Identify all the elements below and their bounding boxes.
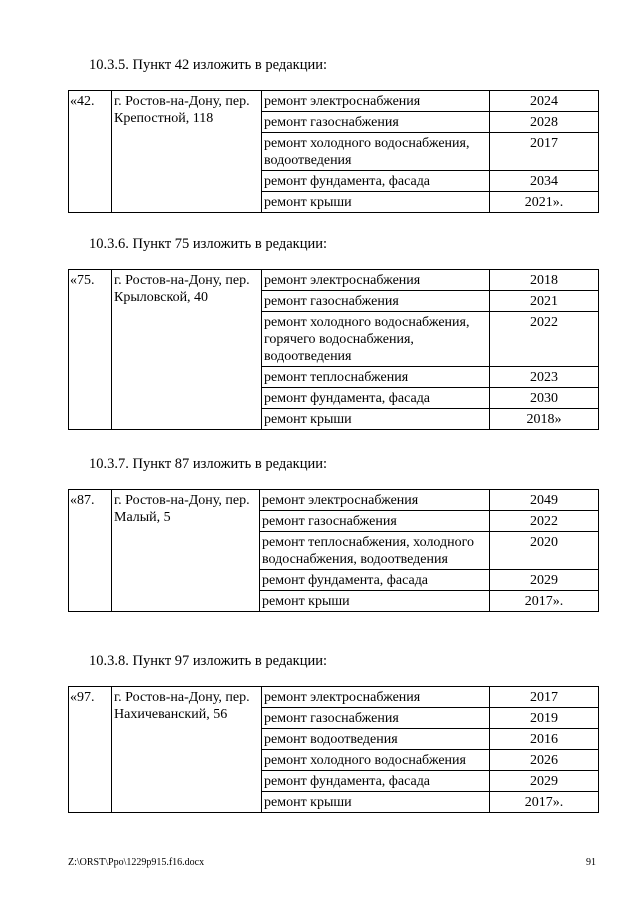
work-cell: ремонт теплоснабжения, холодного водоснабжения, водоотведения <box>260 532 490 570</box>
address-cell: г. Ростов-на-Дону, пер. Крепостной, 118 <box>112 91 262 213</box>
work-cell: ремонт электроснабжения <box>262 687 490 708</box>
section-heading: 10.3.7. Пункт 87 изложить в редакции: <box>89 456 328 472</box>
year-cell: 2021». <box>490 192 599 213</box>
item-number: «97. <box>69 687 112 813</box>
year-cell: 2017 <box>490 687 599 708</box>
address-cell: г. Ростов-на-Дону, пер. Нахичеванский, 56 <box>112 687 262 813</box>
year-cell: 2022 <box>490 312 599 367</box>
section-table <box>68 90 599 213</box>
work-cell: ремонт электроснабжения <box>262 270 490 291</box>
work-cell: ремонт электроснабжения <box>262 91 490 112</box>
year-cell: 2034 <box>490 171 599 192</box>
work-cell: ремонт фундамента, фасада <box>262 388 490 409</box>
work-cell: ремонт холодного водоснабжения <box>262 750 490 771</box>
item-number: «75. <box>69 270 112 430</box>
year-cell: 2017». <box>490 792 599 813</box>
section-table <box>68 489 599 612</box>
year-cell: 2020 <box>490 532 599 570</box>
work-cell: ремонт фундамента, фасада <box>260 570 490 591</box>
year-cell: 2018» <box>490 409 599 430</box>
year-cell: 2016 <box>490 729 599 750</box>
year-cell: 2049 <box>490 490 599 511</box>
footer-file-path: Z:\ORST\Ppo\1229p915.f16.docx <box>68 857 205 868</box>
year-cell: 2024 <box>490 91 599 112</box>
year-cell: 2022 <box>490 511 599 532</box>
work-cell: ремонт холодного водоснабжения, водоотведения <box>262 133 490 171</box>
work-cell: ремонт газоснабжения <box>262 291 490 312</box>
section-heading: 10.3.8. Пункт 97 изложить в редакции: <box>89 653 328 669</box>
item-number: «42. <box>69 91 112 213</box>
section-table <box>68 269 599 430</box>
table-row <box>69 91 599 112</box>
year-cell: 2019 <box>490 708 599 729</box>
year-cell: 2018 <box>490 270 599 291</box>
year-cell: 2017». <box>490 591 599 612</box>
work-cell: ремонт газоснабжения <box>262 708 490 729</box>
table-row <box>69 490 599 511</box>
work-cell: ремонт теплоснабжения <box>262 367 490 388</box>
address-cell: г. Ростов-на-Дону, пер. Крыловской, 40 <box>112 270 262 430</box>
work-cell: ремонт крыши <box>262 192 490 213</box>
section-heading: 10.3.5. Пункт 42 изложить в редакции: <box>89 57 328 73</box>
year-cell: 2029 <box>490 771 599 792</box>
year-cell: 2026 <box>490 750 599 771</box>
work-cell: ремонт водоотведения <box>262 729 490 750</box>
year-cell: 2029 <box>490 570 599 591</box>
work-cell: ремонт электроснабжения <box>260 490 490 511</box>
work-cell: ремонт фундамента, фасада <box>262 171 490 192</box>
footer-page-number: 91 <box>586 857 596 868</box>
year-cell: 2017 <box>490 133 599 171</box>
work-cell: ремонт фундамента, фасада <box>262 771 490 792</box>
work-cell: ремонт крыши <box>260 591 490 612</box>
year-cell: 2030 <box>490 388 599 409</box>
item-number: «87. <box>69 490 112 612</box>
table-row <box>69 270 599 291</box>
work-cell: ремонт крыши <box>262 792 490 813</box>
year-cell: 2028 <box>490 112 599 133</box>
work-cell: ремонт крыши <box>262 409 490 430</box>
section-table <box>68 686 599 813</box>
table-row <box>69 687 599 708</box>
section-heading: 10.3.6. Пункт 75 изложить в редакции: <box>89 236 328 252</box>
work-cell: ремонт газоснабжения <box>260 511 490 532</box>
address-cell: г. Ростов-на-Дону, пер. Малый, 5 <box>112 490 260 612</box>
work-cell: ремонт холодного водоснабжения, горячего водоснабжения, водоотведения <box>262 312 490 367</box>
year-cell: 2021 <box>490 291 599 312</box>
year-cell: 2023 <box>490 367 599 388</box>
work-cell: ремонт газоснабжения <box>262 112 490 133</box>
